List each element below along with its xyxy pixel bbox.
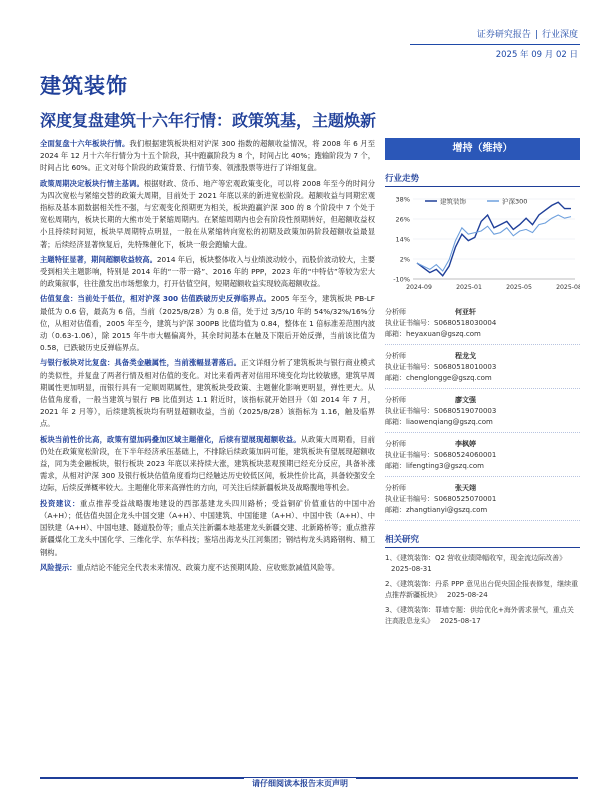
email-label: 邮箱： xyxy=(385,506,406,514)
analyst-title: 分析师 xyxy=(385,352,406,360)
related-item[interactable] xyxy=(385,579,580,601)
paragraph-lead: 政策周期决定板块行情主基调。 xyxy=(40,178,144,188)
cert-label: 执业证书编号： xyxy=(385,319,434,327)
analyst-card xyxy=(385,436,580,477)
summary-paragraph xyxy=(40,254,375,291)
sector-name: 建筑装饰 xyxy=(40,73,128,98)
analyst-email[interactable]: lifengting3@gszq.com xyxy=(406,462,484,470)
analyst-title: 分析师 xyxy=(385,440,406,448)
paragraph-text: 正文详细分析了建筑板块与银行商业模式的类似性，并复盘了两者行情及相对估值的变化。对比来看两者对信用环境变化均比较敏感，建筑早周期属性更加明显，而银行具有一定顺周期属性，建筑板块受政策、主题催化影响更明显，弹性更大。从估值角度看，一般当建筑与银行 PB 比值到达 1.1 附近时，该指标就开始回升（如 2014 年 7 月，2021 年 2 月等），后续建筑板块均有明显超额收益，当前（2025/8/28）该指标为 1.16，触及临界点。 xyxy=(40,358,376,429)
analyst-title: 分析师 xyxy=(385,396,406,404)
paragraph-text: 重点推荐受益战略腹地建设的西部基建龙头四川路桥；受益铜矿价值重估的中国中冶（A+H）；低估值央国企龙头中国交建（A+H）、中国建筑、中国能建（A+H）、中国中铁（A+H）、中国铁建（A+H）、中国电建、隧道股份等；重点关注新疆本地基建龙头新疆交建、北新路桥等；重点推荐新疆煤化工龙头中国化学、三维化学、东华科技；鉴培出海龙头江河集团；钢结构龙头鸿路钢构、精工钢构。 xyxy=(40,498,376,557)
header-divider xyxy=(410,44,580,45)
paragraph-lead: 风险提示： xyxy=(40,562,77,572)
summary-paragraph xyxy=(40,357,375,430)
report-type: 行业深度 xyxy=(541,30,578,40)
email-label: 邮箱： xyxy=(385,462,406,470)
analyst-title: 分析师 xyxy=(385,484,406,492)
related-title[interactable]: 1、《建筑装饰：Q2 营收业绩降幅收窄，现金流边际改善》 xyxy=(385,554,567,562)
analyst-card xyxy=(385,480,580,521)
analyst-name: 廖文强 xyxy=(455,396,476,404)
analyst-card xyxy=(385,304,580,345)
summary-paragraph xyxy=(40,178,375,251)
analyst-title: 分析师 xyxy=(385,308,406,316)
cert-number: S0680518010003 xyxy=(434,363,497,371)
analyst-list xyxy=(385,304,580,521)
analyst-name: 李枫婷 xyxy=(455,440,476,448)
analyst-name: 程龙戈 xyxy=(455,352,476,360)
y-tick-label: 2% xyxy=(399,255,410,264)
cert-number: S0680525070001 xyxy=(434,495,497,503)
email-label: 邮箱： xyxy=(385,330,406,338)
report-date: 2025 年 09 月 02 日 xyxy=(495,50,578,60)
summary-column xyxy=(40,138,375,577)
cert-number: S0680518030004 xyxy=(434,319,497,327)
report-category: 证券研究报告 xyxy=(476,30,531,40)
footer-disclaimer: 请仔细阅读本报告末页声明 xyxy=(244,778,356,789)
related-list xyxy=(385,553,580,627)
analyst-card xyxy=(385,348,580,389)
report-header xyxy=(477,28,578,42)
x-tick-label: 2025-05 xyxy=(506,284,532,291)
paragraph-lead: 投资建议： xyxy=(40,498,80,508)
x-tick-label: 2024-09 xyxy=(406,284,432,291)
analyst-card xyxy=(385,392,580,433)
summary-paragraph xyxy=(40,434,375,495)
related-title[interactable]: 3、《建筑装饰：罪墙专题：供给优化+海外需求景气，重点关注高股息龙头》 xyxy=(385,606,574,625)
email-label: 邮箱： xyxy=(385,418,406,426)
paragraph-text: 根据财政、货币、地产等宏观政策变化，可以将 2008 年至今的时间分为四次宽松与紧缩交替的政策大周期，目前处于 2021 年底以来的新进宽松阶段。超额收益与同期宏观指标及基本面数据相关性不强，与宏观变化预期更为相关，板块跑赢沪深 300 的 8 个阶段中 7 个处于宽松周期内，板块长期的大熊市处于紧缩周期内。在紧缩周期内也会有阶段性预期转好，但超额收益权小且持续时间短，板块早周期特点明显，一般在从紧缩转向宽松的初期及政策加码阶段超额收益最显著；后续经济显著恢复后，先特殊催化下，板块一般会跑输大盘。 xyxy=(40,178,375,249)
email-label: 邮箱： xyxy=(385,374,406,382)
summary-paragraph xyxy=(40,138,375,175)
analyst-name: 何亚轩 xyxy=(455,308,476,316)
analyst-email[interactable]: chenglongge@gszq.com xyxy=(406,374,492,382)
report-title: 深度复盘建筑十六年行情：政策筑基，主题焕新 xyxy=(40,111,377,130)
trend-chart xyxy=(385,191,580,301)
y-tick-label: -10% xyxy=(393,275,410,284)
analyst-email[interactable]: heyaxuan@gszq.com xyxy=(406,330,481,338)
cert-number: S0680524060001 xyxy=(434,451,497,459)
trend-section-title: 行业走势 xyxy=(385,172,580,187)
analyst-email[interactable]: liaowenqiang@gszq.com xyxy=(406,418,493,426)
y-tick-label: 26% xyxy=(395,215,410,224)
related-date: 2025-08-31 xyxy=(391,565,432,573)
cert-label: 执业证书编号： xyxy=(385,451,434,459)
related-date: 2025-08-24 xyxy=(447,591,488,599)
paragraph-text: 从政策大周期看，目前仍处在政策宽松阶段，在下半年经济承压基础上，不排除后续政策加码可能，建筑板块有望展现超额收益，同为类金融板块，银行板块 2023 年底以来持续大涨，建筑板块悲观预期已经充分反应，具备补涨需求，从相对沪深 300 及银行板块估值角度看均已经触达历史较低区间，板块性价比高，具备较强安全边际，后续反弹概率较大。主题催化带来高弹性的方向，可关注后续新疆板块及战略腹地等机会。 xyxy=(40,434,375,493)
y-tick-label: 38% xyxy=(395,195,410,204)
cert-label: 执业证书编号： xyxy=(385,363,434,371)
sidebar-column xyxy=(385,138,580,631)
summary-paragraph xyxy=(40,293,375,354)
paragraph-text: 我们根据建筑板块相对沪深 300 指数的超额收益情况，将 2008 年 6 月至 2024 年 12 月十六年行情分为十五个阶段，其中跑赢阶段为 8 个，时间占比 40%；跑输阶段为 7 个，时间占比 60%。正文对每个阶段的政策背景、行情节奏、领涨股票等进行了详细复盘。 xyxy=(40,139,375,173)
cert-label: 执业证书编号： xyxy=(385,407,434,415)
analyst-name: 张天翊 xyxy=(455,484,476,492)
rating-badge: 增持（维持） xyxy=(385,138,580,160)
related-title[interactable]: 2、《建筑装饰：丹系 PPP 意见出台促央国企报表修复，继续重点推荐新疆板块》 xyxy=(385,580,579,599)
paragraph-lead: 估值复盘：当前处于低位，相对沪深 300 估值跌破历史反弹临界点。 xyxy=(40,294,271,304)
y-tick-label: 14% xyxy=(395,235,410,244)
series-line xyxy=(417,215,571,271)
cert-label: 执业证书编号： xyxy=(385,495,434,503)
legend-label: 建筑装饰 xyxy=(440,197,466,206)
summary-paragraph xyxy=(40,498,375,559)
paragraph-lead: 主题特征显著，期间超额收益较高。 xyxy=(40,254,157,264)
paragraph-text: 2014 年后，板块整体收入与业绩波动较小，而股价波动较大，主要受到相关主题影响，特别是 2014 年的“一带一路”、2016 年的 PPP，2023 年的“中特估”等较为宏大的政策叙事，往往激发出市场想象力，打开估值空间，短期超额收益实现较高超额收益。 xyxy=(40,254,376,289)
paragraph-text: 重点结论不能完全代表未来情况、政策力度不达预期风险、应收账款减值风险等。 xyxy=(76,562,340,572)
related-date: 2025-08-17 xyxy=(440,617,481,625)
related-item[interactable] xyxy=(385,553,580,575)
header-separator: | xyxy=(534,30,538,40)
summary-paragraph xyxy=(40,562,375,574)
related-section-title: 相关研究 xyxy=(385,533,580,548)
page-footer xyxy=(0,771,600,790)
trend-chart-svg xyxy=(385,191,580,301)
analyst-email[interactable]: zhangtianyi@gszq.com xyxy=(406,506,488,514)
related-item[interactable] xyxy=(385,605,580,627)
x-tick-label: 2025-08 xyxy=(556,284,580,291)
legend-label: 沪深300 xyxy=(502,197,528,206)
paragraph-lead: 与银行板块对比复盘：具备类金融属性，当前涨幅显著落后。 xyxy=(40,358,242,368)
paragraph-lead: 全面复盘十六年板块行情。 xyxy=(40,139,130,148)
cert-number: S0680519070003 xyxy=(434,407,497,415)
paragraph-text: 2005 年至今，建筑板块 PB-LF 最低为 0.6 倍，最高为 6 倍，当前（2025/8/28）为 0.8 倍，处于过 3/5/10 年的 54%/32%/16%分位，从相对估值看，2005 年至今，建筑与沪深 300PB 比值均值为 0.84，整体在 1 倍标准差范围内波动（0.63-1.06），除 2015 年牛市大幅偏离外，其余时间基本在触及下限后开始反弹，当前该比值为 0.58，已跌破历史反弹临界点。 xyxy=(40,294,376,353)
paragraph-lead: 板块当前性价比高，政策有望加码叠加区域主题催化，后续有望展现超额收益。 xyxy=(40,434,301,444)
x-tick-label: 2025-01 xyxy=(456,284,482,291)
